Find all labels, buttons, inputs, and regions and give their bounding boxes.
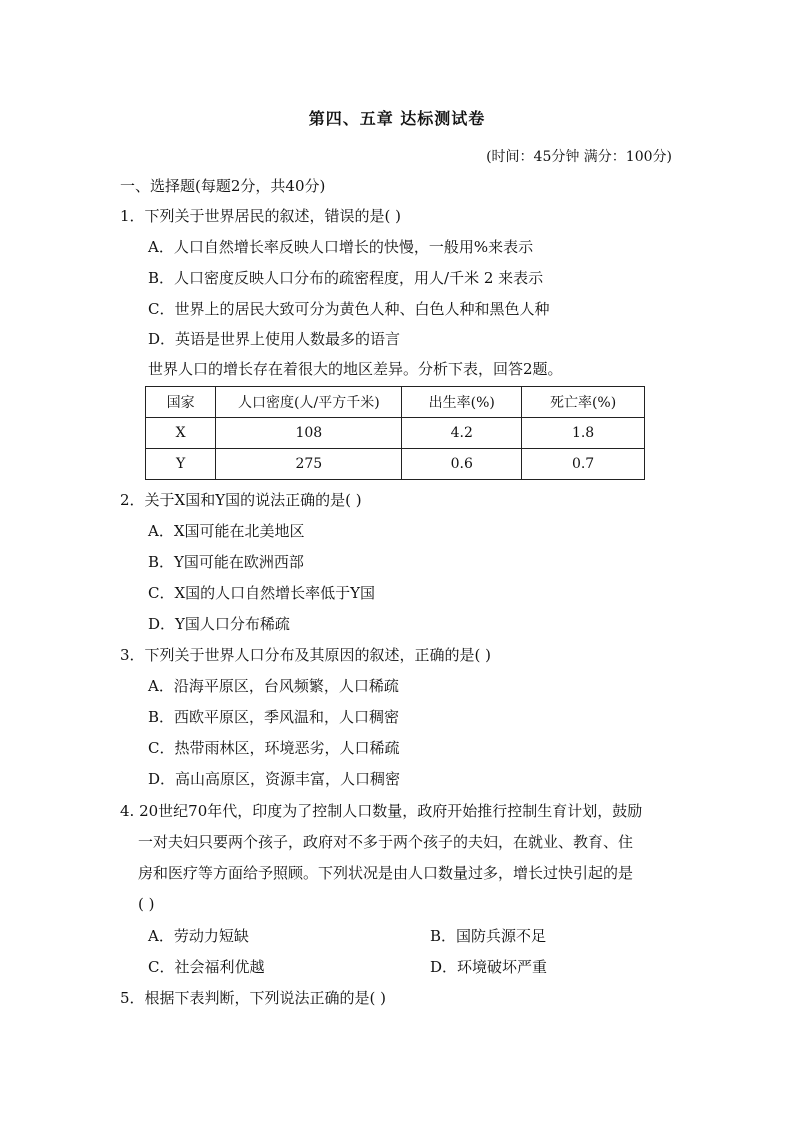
question-4-option-c: C．社会福利优越 xyxy=(148,958,265,976)
table-header: 人口密度(人/平方千米) xyxy=(216,387,402,418)
page-title: 第四、五章 达标测试卷 xyxy=(308,109,486,128)
question-5-stem: 5．根据下表判断，下列说法正确的是( ) xyxy=(120,989,387,1007)
question-1-option-a: A．人口自然增长率反映人口增长的快慢，一般用%来表示 xyxy=(148,238,534,256)
question-2-option-d: D．Y国人口分布稀疏 xyxy=(148,615,290,633)
question-3-option-d: D．高山高原区，资源丰富，人口稠密 xyxy=(148,770,401,788)
table-cell: X xyxy=(146,418,216,449)
question-4-stem-line-1: 4. 20世纪70年代，印度为了控制人口数量，政府开始推行控制生育计划，鼓励 xyxy=(120,802,643,820)
table-cell: Y xyxy=(146,449,216,480)
question-2-option-b: B．Y国可能在欧洲西部 xyxy=(148,553,304,571)
table-header: 国家 xyxy=(146,387,216,418)
question-4-option-d: D．环境破坏严重 xyxy=(430,958,548,976)
question-1-option-c: C．世界上的居民大致可分为黄色人种、白色人种和黑色人种 xyxy=(148,300,550,318)
table-cell: 0.6 xyxy=(402,449,522,480)
table-intro: 世界人口的增长存在着很大的地区差异。分析下表，回答2题。 xyxy=(148,360,563,378)
question-3-option-b: B．西欧平原区，季风温和，人口稠密 xyxy=(148,708,400,726)
question-4-answer-paren: ( ) xyxy=(138,895,155,913)
question-4-option-b: B．国防兵源不足 xyxy=(430,927,547,945)
question-1-option-d: D．英语是世界上使用人数最多的语言 xyxy=(148,330,401,348)
question-3-option-a: A．沿海平原区，台风频繁，人口稀疏 xyxy=(148,677,399,695)
table-header-row xyxy=(146,387,645,418)
table-row xyxy=(146,449,645,480)
question-4-stem-line-3: 房和医疗等方面给予照顾。下列状况是由人口数量过多，增长过快引起的是 xyxy=(138,864,634,882)
population-table xyxy=(145,386,645,480)
question-2-option-c: C．X国的人口自然增长率低于Y国 xyxy=(148,584,376,602)
table-cell: 108 xyxy=(216,418,402,449)
question-2-option-a: A．X国可能在北美地区 xyxy=(148,522,305,540)
question-3-option-c: C．热带雨林区，环境恶劣，人口稀疏 xyxy=(148,739,400,757)
table-row xyxy=(146,418,645,449)
table-header: 出生率(%) xyxy=(402,387,522,418)
exam-info: (时间：45分钟 满分：100分) xyxy=(486,149,672,165)
table-cell: 275 xyxy=(216,449,402,480)
question-2-stem: 2．关于X国和Y国的说法正确的是( ) xyxy=(120,491,362,509)
table-cell: 1.8 xyxy=(522,418,645,449)
table-header: 死亡率(%) xyxy=(522,387,645,418)
question-4-option-a: A．劳动力短缺 xyxy=(148,927,249,945)
question-4-stem-line-2: 一对夫妇只要两个孩子，政府对不多于两个孩子的夫妇，在就业、教育、住 xyxy=(138,833,634,851)
question-1-stem: 1．下列关于世界居民的叙述，错误的是( ) xyxy=(120,207,402,225)
table-cell: 4.2 xyxy=(402,418,522,449)
table-cell: 0.7 xyxy=(522,449,645,480)
section-heading: 一、选择题(每题2分，共40分) xyxy=(120,177,326,195)
question-1-option-b: B．人口密度反映人口分布的疏密程度，用人/千米 2 来表示 xyxy=(148,269,544,287)
question-3-stem: 3．下列关于世界人口分布及其原因的叙述，正确的是( ) xyxy=(120,646,492,664)
